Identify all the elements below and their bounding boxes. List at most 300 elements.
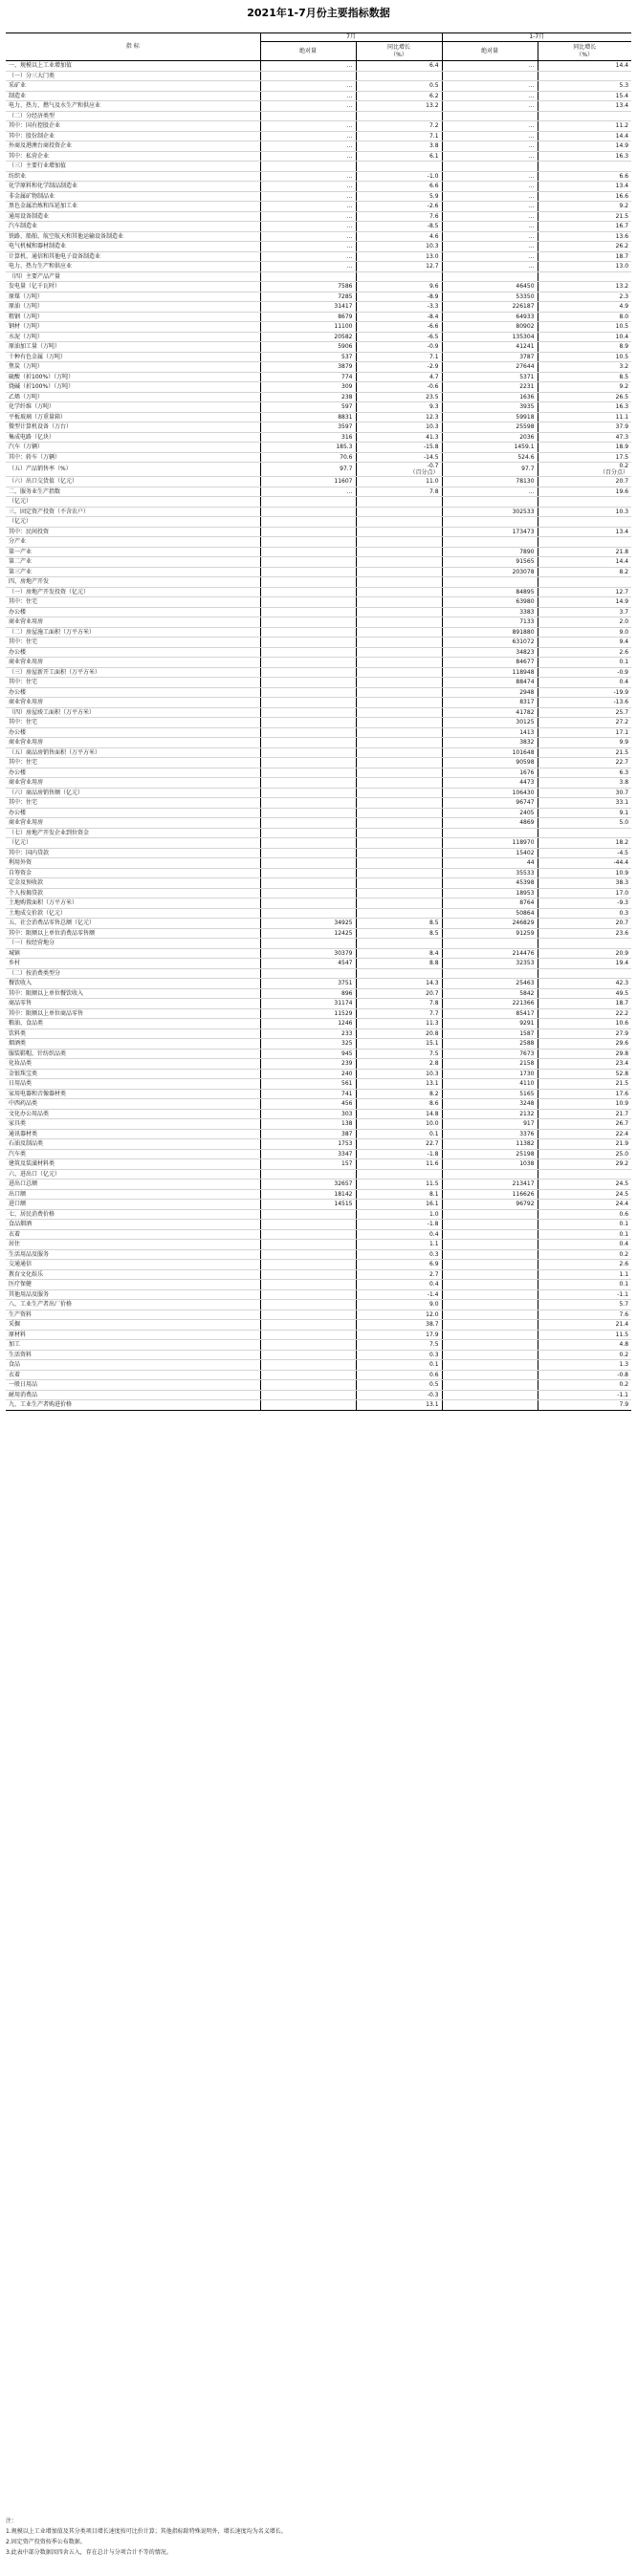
row-label: 第二产业: [6, 557, 260, 568]
table-row: [6, 999, 631, 1009]
table-row: [6, 939, 631, 949]
row-label: （二）分经济类型: [6, 111, 260, 121]
jul-yoy-cell: 13.0: [356, 251, 442, 262]
ytd-yoy-cell: [538, 828, 631, 838]
jul-abs-cell: 240: [260, 1069, 356, 1079]
ytd-abs-cell: 85417: [442, 1008, 538, 1019]
table-row: [6, 747, 631, 758]
ytd-yoy-cell: [538, 162, 631, 172]
ytd-abs-cell: 1459.1: [442, 443, 538, 453]
ytd-yoy-cell: -0.8: [538, 1370, 631, 1380]
jul-abs-cell: 31174: [260, 999, 356, 1009]
table-row: [6, 282, 631, 292]
ytd-abs-cell: 213417: [442, 1180, 538, 1190]
ytd-abs-cell: 631072: [442, 638, 538, 648]
jul-yoy-cell: [356, 698, 442, 708]
row-label: 商业营业用房: [6, 738, 260, 748]
ytd-yoy-cell: 16.7: [538, 222, 631, 232]
ytd-yoy-cell: 2.0: [538, 617, 631, 628]
table-row: [6, 101, 631, 112]
ytd-yoy-cell: 10.9: [538, 868, 631, 878]
table-body: [6, 61, 631, 1411]
row-label: 生活用品及服务: [6, 1249, 260, 1260]
ytd-yoy-cell: 2.3: [538, 292, 631, 302]
ytd-abs-cell: …: [442, 91, 538, 101]
row-label: 居住: [6, 1240, 260, 1250]
ytd-abs-cell: 50864: [442, 908, 538, 919]
row-label: 家用电器和音像器材类: [6, 1089, 260, 1099]
ytd-yoy-cell: 10.5: [538, 352, 631, 362]
jul-yoy-cell: [356, 858, 442, 869]
jul-abs-cell: 774: [260, 372, 356, 382]
ytd-abs-cell: [442, 517, 538, 528]
table-row: [6, 202, 631, 212]
ytd-abs-cell: [442, 1320, 538, 1331]
row-label: 原材料: [6, 1330, 260, 1340]
jul-abs-cell: 14515: [260, 1200, 356, 1210]
row-label: 石油及制品类: [6, 1139, 260, 1150]
row-label: 耐用消费品: [6, 1390, 260, 1400]
jul-yoy-cell: 11.6: [356, 1159, 442, 1170]
ytd-abs-cell: [442, 1360, 538, 1371]
jul-yoy-cell: 8.5: [356, 928, 442, 939]
jul-yoy-cell: 16.1: [356, 1200, 442, 1210]
jul-abs-cell: [260, 838, 356, 849]
table-row: [6, 1089, 631, 1099]
row-label: 通用设备制造业: [6, 211, 260, 222]
note-line: 1.规模以上工业增加值及其分类项目增长速度按可比价计算；其他指标除特殊说明外，增长速度均为名义增长。: [6, 2528, 287, 2535]
ytd-abs-cell: [442, 1380, 538, 1391]
jul-yoy-cell: -3.3: [356, 302, 442, 313]
jul-yoy-cell: 12.3: [356, 412, 442, 422]
jul-yoy-cell: 10.3: [356, 242, 442, 252]
jul-abs-cell: [260, 678, 356, 688]
ytd-yoy-cell: 2.6: [538, 1260, 631, 1270]
table-row: [6, 1139, 631, 1150]
row-label: 商业营业用房: [6, 698, 260, 708]
ytd-abs-cell: 46450: [442, 282, 538, 292]
jul-abs-cell: [260, 758, 356, 768]
table-row: [6, 868, 631, 878]
ytd-abs-cell: 34823: [442, 647, 538, 658]
ytd-yoy-cell: 0.1: [538, 1280, 631, 1290]
row-label: 九、工业生产者购进价格: [6, 1400, 260, 1411]
jul-abs-cell: 3879: [260, 362, 356, 373]
jul-yoy-cell: [356, 557, 442, 568]
jul-yoy-cell: 1.0: [356, 1209, 442, 1220]
row-label: 其中：限额以上单位餐饮收入: [6, 988, 260, 999]
ytd-yoy-cell: 27.9: [538, 1028, 631, 1039]
ytd-yoy-cell: [538, 939, 631, 949]
jul-abs-cell: 1753: [260, 1139, 356, 1150]
jul-yoy-cell: 23.5: [356, 392, 442, 402]
jul-abs-cell: [260, 858, 356, 869]
ytd-yoy-header: 同比增长 （%）: [538, 42, 631, 61]
jul-yoy-cell: [356, 507, 442, 517]
jul-abs-cell: [260, 1320, 356, 1331]
table-row: [6, 1370, 631, 1380]
table-row: [6, 262, 631, 272]
row-label: 自筹资金: [6, 868, 260, 878]
ytd-yoy-cell: 8.9: [538, 342, 631, 353]
table-row: [6, 332, 631, 342]
ytd-abs-cell: 1587: [442, 1028, 538, 1039]
jul-abs-cell: 185.3: [260, 443, 356, 453]
jul-abs-cell: …: [260, 81, 356, 92]
jul-yoy-cell: [356, 658, 442, 668]
ytd-yoy-cell: [538, 111, 631, 121]
jul-yoy-cell: -1.8: [356, 1220, 442, 1230]
ytd-abs-cell: 64933: [442, 312, 538, 322]
row-label: 原油加工量（万吨）: [6, 342, 260, 353]
table-row: [6, 487, 631, 497]
row-label: 原油（万吨）: [6, 302, 260, 313]
ytd-abs-cell: 59918: [442, 412, 538, 422]
jul-abs-cell: …: [260, 222, 356, 232]
jul-yoy-cell: [356, 758, 442, 768]
row-label: （五）商品房销售面积（万平方米）: [6, 747, 260, 758]
row-label: （亿元）: [6, 838, 260, 849]
jul-abs-cell: [260, 698, 356, 708]
row-label: 其中：股份制企业: [6, 131, 260, 141]
table-row: [6, 718, 631, 728]
ytd-yoy-cell: -13.6: [538, 698, 631, 708]
table-row: [6, 402, 631, 413]
table-row: [6, 443, 631, 453]
ytd-yoy-cell: [538, 1169, 631, 1180]
ytd-yoy-cell: 23.4: [538, 1059, 631, 1070]
row-label: 办公楼: [6, 768, 260, 778]
ytd-abs-cell: 7890: [442, 547, 538, 557]
ytd-yoy-cell: [538, 968, 631, 979]
period-ytd-header: 1-7月: [442, 33, 631, 42]
ytd-abs-cell: [442, 1209, 538, 1220]
table-row: [6, 1320, 631, 1331]
row-label: 一般日用品: [6, 1380, 260, 1391]
ytd-abs-cell: 5842: [442, 988, 538, 999]
ytd-yoy-cell: 18.9: [538, 443, 631, 453]
table-row: [6, 1079, 631, 1090]
jul-yoy-cell: 13.2: [356, 101, 442, 112]
ytd-yoy-cell: -1.1: [538, 1390, 631, 1400]
row-label: 个人按揭贷款: [6, 888, 260, 898]
jul-yoy-cell: -15.8: [356, 443, 442, 453]
table-row: [6, 838, 631, 849]
row-label: 其中：住宅: [6, 758, 260, 768]
table-row: [6, 557, 631, 568]
table-row: [6, 497, 631, 508]
table-row: [6, 1059, 631, 1070]
table-row: [6, 121, 631, 132]
table-row: [6, 527, 631, 537]
row-label: 商业营业用房: [6, 818, 260, 829]
footnotes: [6, 2516, 631, 2558]
jul-yoy-cell: [356, 567, 442, 577]
table-row: [6, 1330, 631, 1340]
ytd-yoy-cell: 4.8: [538, 1340, 631, 1351]
ytd-yoy-cell: 0.2: [538, 1380, 631, 1391]
jul-abs-cell: [260, 788, 356, 798]
row-label: （二）房屋施工面积（万平方米）: [6, 627, 260, 638]
jul-abs-cell: 97.7: [260, 463, 356, 477]
jul-abs-cell: 11607: [260, 477, 356, 487]
jul-yoy-cell: [356, 788, 442, 798]
jul-abs-cell: …: [260, 101, 356, 112]
jul-abs-cell: 238: [260, 392, 356, 402]
ytd-abs-cell: …: [442, 81, 538, 92]
jul-yoy-cell: [356, 718, 442, 728]
ytd-yoy-cell: 9.4: [538, 638, 631, 648]
table-row: [6, 698, 631, 708]
ytd-yoy-cell: -44.4: [538, 858, 631, 869]
jul-yoy-cell: 7.1: [356, 352, 442, 362]
table-row: [6, 678, 631, 688]
jul-yoy-cell: [356, 838, 442, 849]
ytd-yoy-cell: 13.4: [538, 182, 631, 192]
table-row: [6, 968, 631, 979]
jul-yoy-cell: 9.6: [356, 282, 442, 292]
table-row: [6, 392, 631, 402]
jul-abs-cell: [260, 848, 356, 858]
row-label: 服装鞋帽、针纺织品类: [6, 1049, 260, 1059]
jul-abs-cell: [260, 1390, 356, 1400]
jul-abs-cell: [260, 768, 356, 778]
jul-yoy-cell: 4.6: [356, 231, 442, 242]
row-label: （一）房地产开发投资（亿元）: [6, 587, 260, 597]
jul-yoy-cell: 11.5: [356, 1180, 442, 1190]
ytd-abs-cell: 173473: [442, 527, 538, 537]
row-label: 汽车制造业: [6, 222, 260, 232]
jul-abs-cell: [260, 778, 356, 789]
jul-yoy-cell: 1.1: [356, 1240, 442, 1250]
ytd-yoy-cell: 37.9: [538, 422, 631, 433]
ytd-abs-cell: 25463: [442, 979, 538, 989]
jul-yoy-cell: 9.3: [356, 402, 442, 413]
ytd-abs-cell: 84677: [442, 658, 538, 668]
jul-abs-cell: 70.6: [260, 452, 356, 463]
ytd-yoy-cell: 0.3: [538, 908, 631, 919]
ytd-yoy-cell: 23.6: [538, 928, 631, 939]
row-label: 集成电路（亿块）: [6, 432, 260, 443]
jul-yoy-cell: -0.9: [356, 342, 442, 353]
ytd-abs-cell: 3383: [442, 607, 538, 617]
table-row: [6, 638, 631, 648]
row-label: 通讯器材类: [6, 1129, 260, 1139]
jul-yoy-cell: 10.3: [356, 1069, 442, 1079]
ytd-yoy-cell: 8.0: [538, 312, 631, 322]
jul-abs-cell: [260, 939, 356, 949]
jul-yoy-cell: 0.1: [356, 1129, 442, 1139]
table-row: [6, 141, 631, 152]
ytd-abs-cell: [442, 1249, 538, 1260]
table-row: [6, 382, 631, 393]
ytd-yoy-cell: 0.2 （百分点）: [538, 463, 631, 477]
row-label: （一）按经营地分: [6, 939, 260, 949]
table-row: [6, 878, 631, 889]
table-row: [6, 352, 631, 362]
jul-abs-cell: 309: [260, 382, 356, 393]
row-label: （六）出口交货值（亿元）: [6, 477, 260, 487]
ytd-yoy-cell: 0.1: [538, 1220, 631, 1230]
jul-abs-cell: …: [260, 211, 356, 222]
row-label: 计算机、通信和其他电子设备制造业: [6, 251, 260, 262]
ytd-abs-cell: [442, 271, 538, 282]
ytd-yoy-cell: [538, 271, 631, 282]
table-row: [6, 988, 631, 999]
row-label: 商品零售: [6, 999, 260, 1009]
jul-yoy-cell: 22.7: [356, 1139, 442, 1150]
ytd-yoy-cell: 21.8: [538, 547, 631, 557]
table-row: [6, 1039, 631, 1050]
ytd-yoy-cell: 24.5: [538, 1189, 631, 1200]
ytd-abs-cell: 11382: [442, 1139, 538, 1150]
row-label: 二、服务业生产指数: [6, 487, 260, 497]
jul-abs-cell: 316: [260, 432, 356, 443]
jul-yoy-cell: [356, 537, 442, 548]
jul-abs-cell: [260, 1300, 356, 1310]
row-label: 其中：住宅: [6, 718, 260, 728]
row-label: 其中：轿车（万辆）: [6, 452, 260, 463]
jul-abs-cell: [260, 587, 356, 597]
jul-yoy-cell: 10.0: [356, 1119, 442, 1130]
table-row: [6, 788, 631, 798]
ytd-yoy-cell: 14.4: [538, 557, 631, 568]
jul-yoy-cell: [356, 898, 442, 909]
ytd-yoy-cell: 21.4: [538, 1320, 631, 1331]
jul-yoy-cell: 6.2: [356, 91, 442, 101]
ytd-yoy-cell: 16.3: [538, 402, 631, 413]
ytd-abs-cell: 246829: [442, 919, 538, 929]
row-label: 六、进出口（亿元）: [6, 1169, 260, 1180]
jul-abs-cell: [260, 898, 356, 909]
jul-yoy-cell: [356, 111, 442, 121]
ytd-abs-cell: 1730: [442, 1069, 538, 1079]
row-label: 饮料类: [6, 1028, 260, 1039]
ytd-yoy-cell: -4.5: [538, 848, 631, 858]
table-row: [6, 61, 631, 72]
table-row: [6, 517, 631, 528]
ytd-yoy-cell: [538, 577, 631, 588]
ytd-yoy-cell: 19.6: [538, 487, 631, 497]
ytd-yoy-cell: 22.7: [538, 758, 631, 768]
ytd-yoy-cell: 42.3: [538, 979, 631, 989]
ytd-abs-cell: …: [442, 171, 538, 182]
table-row: [6, 463, 631, 477]
page-title: 2021年1-7月份主要指标数据: [247, 7, 390, 19]
ytd-abs-cell: [442, 497, 538, 508]
ytd-abs-cell: 118970: [442, 838, 538, 849]
ytd-abs-cell: [442, 939, 538, 949]
ytd-yoy-cell: 17.1: [538, 727, 631, 738]
row-label: 金银珠宝类: [6, 1069, 260, 1079]
row-label: 四、房地产开发: [6, 577, 260, 588]
table-row: [6, 507, 631, 517]
row-label: 黑色金属冶炼和压延加工业: [6, 202, 260, 212]
jul-yoy-cell: [356, 577, 442, 588]
ytd-abs-cell: 2405: [442, 808, 538, 818]
jul-abs-cell: [260, 658, 356, 668]
jul-abs-header: 绝对量: [260, 42, 356, 61]
table-row: [6, 1360, 631, 1371]
ytd-yoy-cell: 14.9: [538, 141, 631, 152]
ytd-abs-cell: [442, 1280, 538, 1290]
table-row: [6, 242, 631, 252]
jul-abs-cell: [260, 818, 356, 829]
jul-yoy-cell: [356, 747, 442, 758]
jul-abs-cell: …: [260, 61, 356, 72]
ytd-abs-cell: 302533: [442, 507, 538, 517]
jul-abs-cell: 32657: [260, 1180, 356, 1190]
ytd-yoy-cell: 26.2: [538, 242, 631, 252]
table-row: [6, 1400, 631, 1411]
row-label: 八、工业生产者出厂价格: [6, 1300, 260, 1310]
jul-yoy-cell: [356, 908, 442, 919]
jul-yoy-cell: 7.1: [356, 131, 442, 141]
jul-yoy-cell: [356, 647, 442, 658]
jul-yoy-cell: [356, 878, 442, 889]
table-row: [6, 1209, 631, 1220]
jul-yoy-cell: 6.1: [356, 151, 442, 162]
jul-abs-cell: 387: [260, 1129, 356, 1139]
row-label: 生活资料: [6, 1350, 260, 1360]
ytd-abs-cell: 524.6: [442, 452, 538, 463]
table-row: [6, 707, 631, 718]
row-label: 五、社会消费品零售总额（亿元）: [6, 919, 260, 929]
ytd-abs-cell: …: [442, 222, 538, 232]
table-row: [6, 231, 631, 242]
jul-abs-cell: [260, 638, 356, 648]
jul-yoy-cell: 0.3: [356, 1249, 442, 1260]
ytd-abs-cell: [442, 111, 538, 121]
table-row: [6, 948, 631, 959]
jul-abs-cell: …: [260, 487, 356, 497]
row-label: （亿元）: [6, 517, 260, 528]
jul-abs-cell: 3347: [260, 1149, 356, 1159]
row-label: 其中：私营企业: [6, 151, 260, 162]
table-row: [6, 1169, 631, 1180]
ytd-abs-cell: 41782: [442, 707, 538, 718]
table-row: [6, 342, 631, 353]
row-label: 纺织业: [6, 171, 260, 182]
row-label: 采矿业: [6, 81, 260, 92]
ytd-abs-cell: [442, 1310, 538, 1320]
jul-yoy-cell: 4.7: [356, 372, 442, 382]
ytd-abs-cell: [442, 1300, 538, 1310]
ytd-abs-cell: 45398: [442, 878, 538, 889]
row-label: 商业营业用房: [6, 617, 260, 628]
jul-yoy-cell: 6.6: [356, 182, 442, 192]
ytd-yoy-cell: [538, 537, 631, 548]
note-line: 3.此表中部分数据因四舍五入，存在总计与分项合计不等的情况。: [6, 2549, 172, 2556]
ytd-yoy-cell: [538, 497, 631, 508]
row-label: 医疗保健: [6, 1280, 260, 1290]
table-row: [6, 617, 631, 628]
row-label: 水泥（万吨）: [6, 332, 260, 342]
row-label: 乙烯（万吨）: [6, 392, 260, 402]
row-label: 利用外资: [6, 858, 260, 869]
ytd-abs-cell: [442, 1340, 538, 1351]
row-label: 平板玻璃（万重量箱）: [6, 412, 260, 422]
ytd-abs-cell: [442, 1169, 538, 1180]
row-label: 衣着: [6, 1370, 260, 1380]
jul-yoy-cell: 7.8: [356, 487, 442, 497]
ytd-abs-cell: 226187: [442, 302, 538, 313]
jul-abs-cell: [260, 868, 356, 878]
ytd-abs-cell: 8764: [442, 898, 538, 909]
ytd-abs-cell: [442, 1240, 538, 1250]
jul-yoy-cell: [356, 727, 442, 738]
jul-yoy-cell: [356, 597, 442, 608]
